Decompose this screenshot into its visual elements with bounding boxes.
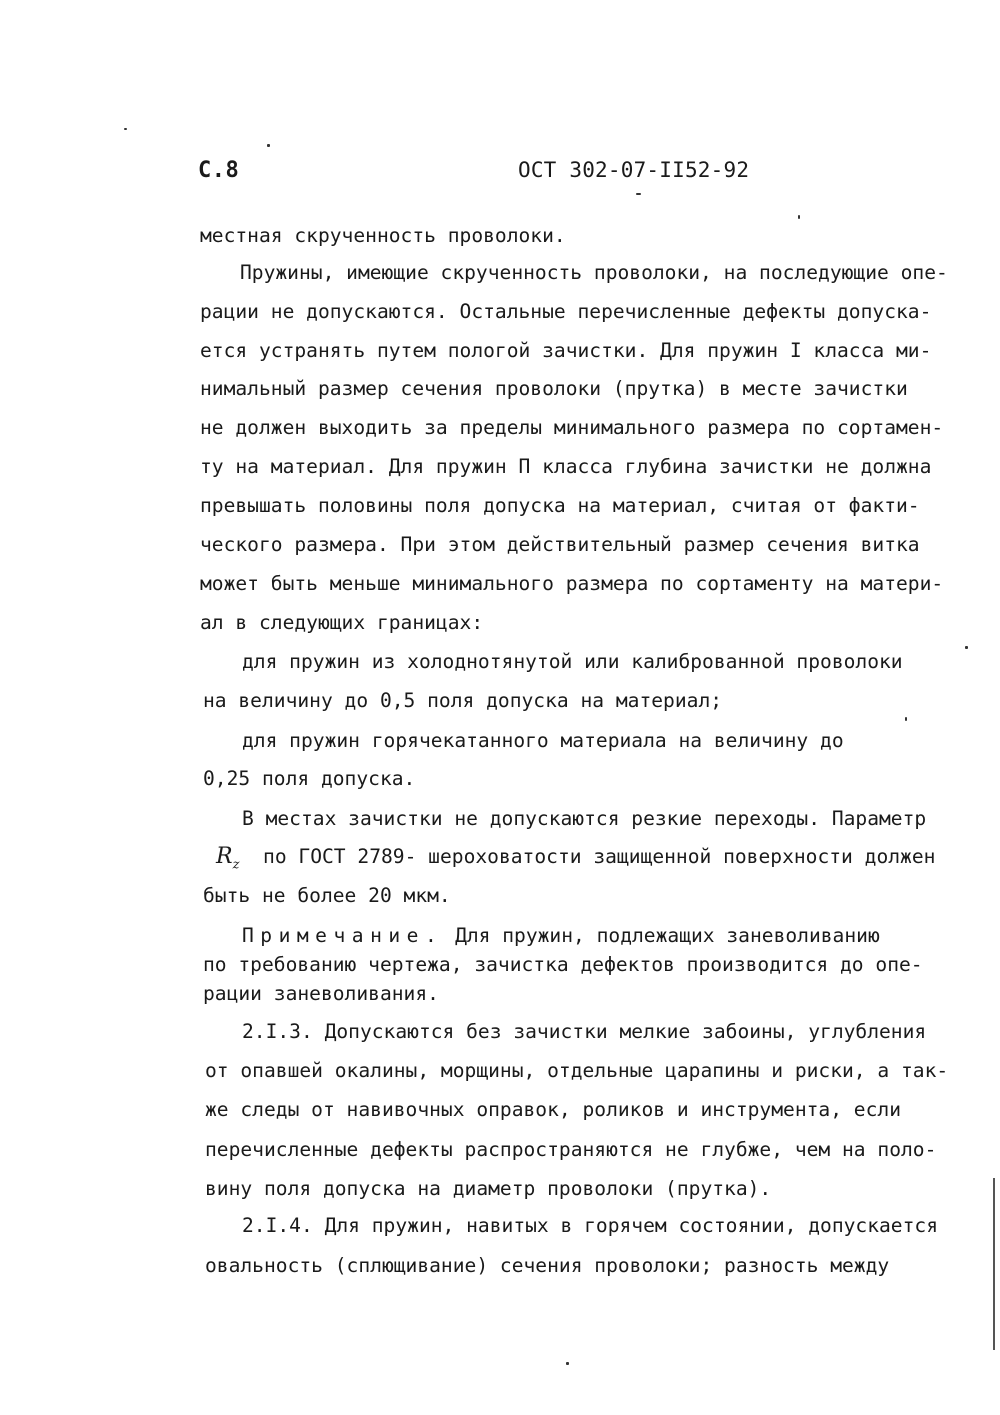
- scan-speck: [267, 144, 270, 147]
- text-line: для пружин горячекатанного материала на величину до: [242, 729, 844, 752]
- scan-speck: [566, 1362, 569, 1365]
- text-line: рации не допускаются. Остальные перечисленные дефекты допуска-: [200, 300, 932, 323]
- section-2-1-4-line: 2.I.4. Для пружин, навитых в горячем состоянии, допускается: [242, 1214, 938, 1237]
- scan-speck: [965, 646, 968, 649]
- text-line: превышать половины поля допуска на материал, считая от факти-: [200, 494, 920, 517]
- note-line-3: рации заневоливания.: [203, 982, 439, 1005]
- text-line: Пружины, имеющие скрученность проволоки, на последующие опе-: [240, 261, 948, 284]
- text-line: местная скрученность проволоки.: [200, 224, 566, 247]
- section-2-1-3-line: вину поля допуска на диаметр проволоки (прутка).: [205, 1177, 772, 1200]
- page-number: С.8: [198, 158, 240, 183]
- text-line: быть не более 20 мкм.: [203, 884, 451, 907]
- text-line: может быть меньше минимального размера по сортаменту на матери-: [200, 572, 944, 595]
- section-2-1-3-line: же следы от навивочных оправок, роликов и инструмента, если: [205, 1098, 901, 1121]
- text-line: для пружин из холоднотянутой или калиброванной проволоки: [242, 650, 903, 673]
- note-line-1: [242, 926, 880, 946]
- text-line: нимальный размер сечения проволоки (прутка) в месте зачистки: [200, 377, 908, 400]
- standard-designation: ОСТ 302-07-II52-92: [518, 158, 750, 182]
- roughness-line: [216, 846, 935, 871]
- section-2-1-4-line: овальность (сплющивание) сечения проволоки; разность между: [205, 1254, 890, 1277]
- roughness-symbol-sub: z: [232, 857, 240, 873]
- scan-edge-mark: [993, 1178, 995, 1350]
- text-line: не должен выходить за пределы минимального размера по сортамен-: [200, 416, 944, 439]
- section-2-1-3-line: от опавшей окалины, морщины, отдельные царапины и риски, а так-: [205, 1059, 949, 1082]
- note-line-2: по требованию чертежа, зачистка дефектов производится до опе-: [203, 953, 923, 976]
- text-line: ческого размера. При этом действительный размер сечения витка: [200, 533, 920, 556]
- scan-speck: [636, 193, 641, 195]
- note-text: Для пружин, подлежащих заневоливанию: [455, 924, 880, 947]
- note-label: Примечание.: [242, 924, 444, 947]
- scan-speck: [798, 215, 800, 219]
- text-line: ал в следующих границах:: [200, 611, 484, 634]
- scan-speck: [124, 128, 127, 130]
- text-line: ту на материал. Для пружин П класса глубина зачистки не должна: [200, 455, 932, 478]
- text-line: В местах зачистки не допускаются резкие переходы. Параметр: [242, 807, 927, 830]
- section-2-1-3-line: перечисленные дефекты распространяются не глубже, чем на поло-: [205, 1138, 937, 1161]
- roughness-text: по ГОСТ 2789- шероховатости защищенной поверхности должен: [263, 845, 936, 868]
- roughness-symbol: [216, 844, 240, 873]
- text-line: на величину до 0,5 поля допуска на материал;: [203, 689, 723, 712]
- section-2-1-3-line: 2.I.3. Допускаются без зачистки мелкие забоины, углубления: [242, 1020, 927, 1043]
- text-line: 0,25 поля допуска.: [203, 767, 416, 790]
- text-line: ется устранять путем пологой зачистки. Для пружин I класса ми-: [200, 339, 932, 362]
- scan-speck: [905, 717, 907, 721]
- roughness-symbol-base: R: [216, 844, 233, 869]
